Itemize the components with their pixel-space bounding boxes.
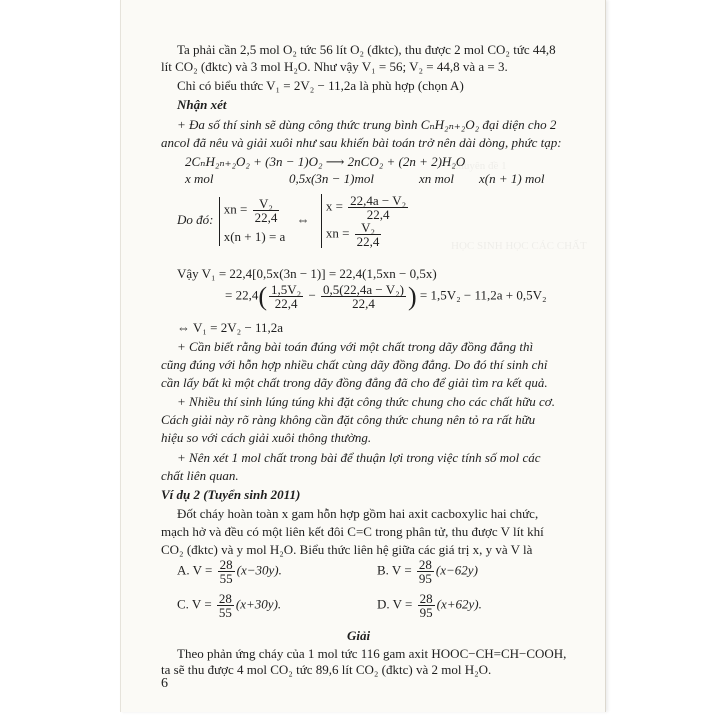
mol-row-2: 0,5x(3n − 1)mol [289, 171, 374, 186]
mol-row-3: xn mol [419, 171, 455, 186]
paragraph-line: + Đa số thí sinh sẽ dùng công thức trung bình CₙH₂ₙ₊₂O₂ đại diện cho 2 [177, 117, 557, 132]
mol-row-1: x mol [185, 171, 214, 186]
option-d: D. V = $\frac{28}{95}$ (x+62y). [377, 591, 482, 620]
page-number: 6 [161, 676, 168, 691]
section-heading: Nhận xét [177, 97, 227, 112]
paragraph-line: Ta phải cần 2,5 mol O₂ tức 56 lít O₂ (đktc), thu được 2 mol CO₂ tức 44,8 [177, 42, 556, 57]
paragraph-line: ta sẽ thu được 4 mol CO₂ tức 89,6 lít CO₂ (đktc) và 2 mol H₂O. [161, 662, 492, 677]
question-line: mạch hở và đều có một liên kết đôi C=C trong phân tử, thu được V lít khí [161, 524, 544, 539]
paragraph-line: chất liên quan. [161, 468, 239, 483]
paragraph-line: ancol đã nêu và giải xuôi như sau khiến bài toán trở nên dài dòng, phức tạp: [161, 135, 562, 150]
equation-line: = 22,4( $\frac{\text{1,5V₂}}{22,4}$ − $\frac{\text{0,5(22,4a − V₂)}}{22,4}$ ) = 1,5V₂ − 11,2a + 0,5V₂ [225, 282, 547, 311]
paragraph-line: Chỉ có biểu thức V₁ = 2V₂ − 11,2a là phù hợp (chọn A) [177, 78, 464, 93]
paragraph-line: + Nhiều thí sinh lúng túng khi đặt công thức chung cho các chất hữu cơ. [177, 394, 555, 409]
paragraph-line: lít CO₂ (đktc) và 3 mol H₂O. Như vậy V₁ = 56; V₂ = 44,8 và a = 3. [161, 59, 508, 74]
question-line: CO₂ (đktc) và y mol H₂O. Biểu thức liên hệ giữa các giá trị x, y và V là [161, 542, 533, 557]
option-b: B. V = $\frac{28}{95}$ (x−62y) [377, 557, 478, 586]
equation-line: ⇔ V₁ = 2V₂ − 11,2a [177, 320, 284, 335]
book-page [120, 0, 606, 712]
example-heading: Ví dụ 2 (Tuyển sinh 2011) [161, 487, 301, 502]
show-through-text: Chuyên đề 1 [451, 160, 507, 172]
paragraph-line: + Cần biết rằng bài toán đúng với một chất trong dãy đồng đẳng thì [177, 339, 534, 354]
iff-symbol: ⇔ [296, 211, 310, 227]
paragraph-line: hiệu so với cách giải xuôi thông thường. [161, 430, 372, 445]
system-right: x = $\frac{\text{22,4a − V₂}}{22,4}$ xn = $\frac{\text{V₂}}{22,4}$ [321, 194, 410, 248]
reaction-equation: 2CₙH₂ₙ₊₂O₂ + (3n − 1)O₂ ⟶ 2nCO₂ + (2n + 2)H₂O [185, 154, 466, 169]
equation-system [177, 194, 412, 248]
solution-heading: Giải [347, 628, 371, 643]
option-a: A. V = $\frac{28}{55}$ (x−30y). [177, 557, 282, 586]
paragraph-line: Theo phản ứng cháy của 1 mol tức 116 gam axit HOOC−CH=CH−COOH, [177, 646, 567, 661]
paragraph-line: cần lấy bất kì một chất trong dãy đồng đẳng đã cho để giải tìm ra kết quả. [161, 375, 548, 390]
paragraph-line: Cách giải này rõ ràng không cần đặt công thức chung nên tỏ ra rất hữu [161, 412, 536, 427]
paragraph-line: + Nên xét 1 mol chất trong bài để thuận lợi trong việc tính số mol các [177, 450, 541, 465]
question-line: Đốt cháy hoàn toàn x gam hỗn hợp gồm hai axit cacboxylic hai chức, [177, 506, 539, 521]
paragraph-line: cũng đúng với hỗn hợp nhiều chất cùng dãy đồng đẳng. Do đó thí sinh chỉ [161, 357, 548, 372]
equation-line: Vậy V₁ = 22,4[0,5x(3n − 1)] = 22,4(1,5xn − 0,5x) [177, 266, 437, 281]
option-c: C. V = $\frac{28}{55}$ (x+30y). [177, 591, 282, 620]
mol-row-4: x(n + 1) mol [479, 171, 545, 186]
do-do-label: Do đó: [177, 211, 214, 227]
system-left: xn = $\frac{\text{V₂}}{22,4}$ x(n + 1) = a [219, 197, 286, 246]
show-through-text: HỌC SINH HỌC CÁC CHẤT [451, 240, 587, 252]
